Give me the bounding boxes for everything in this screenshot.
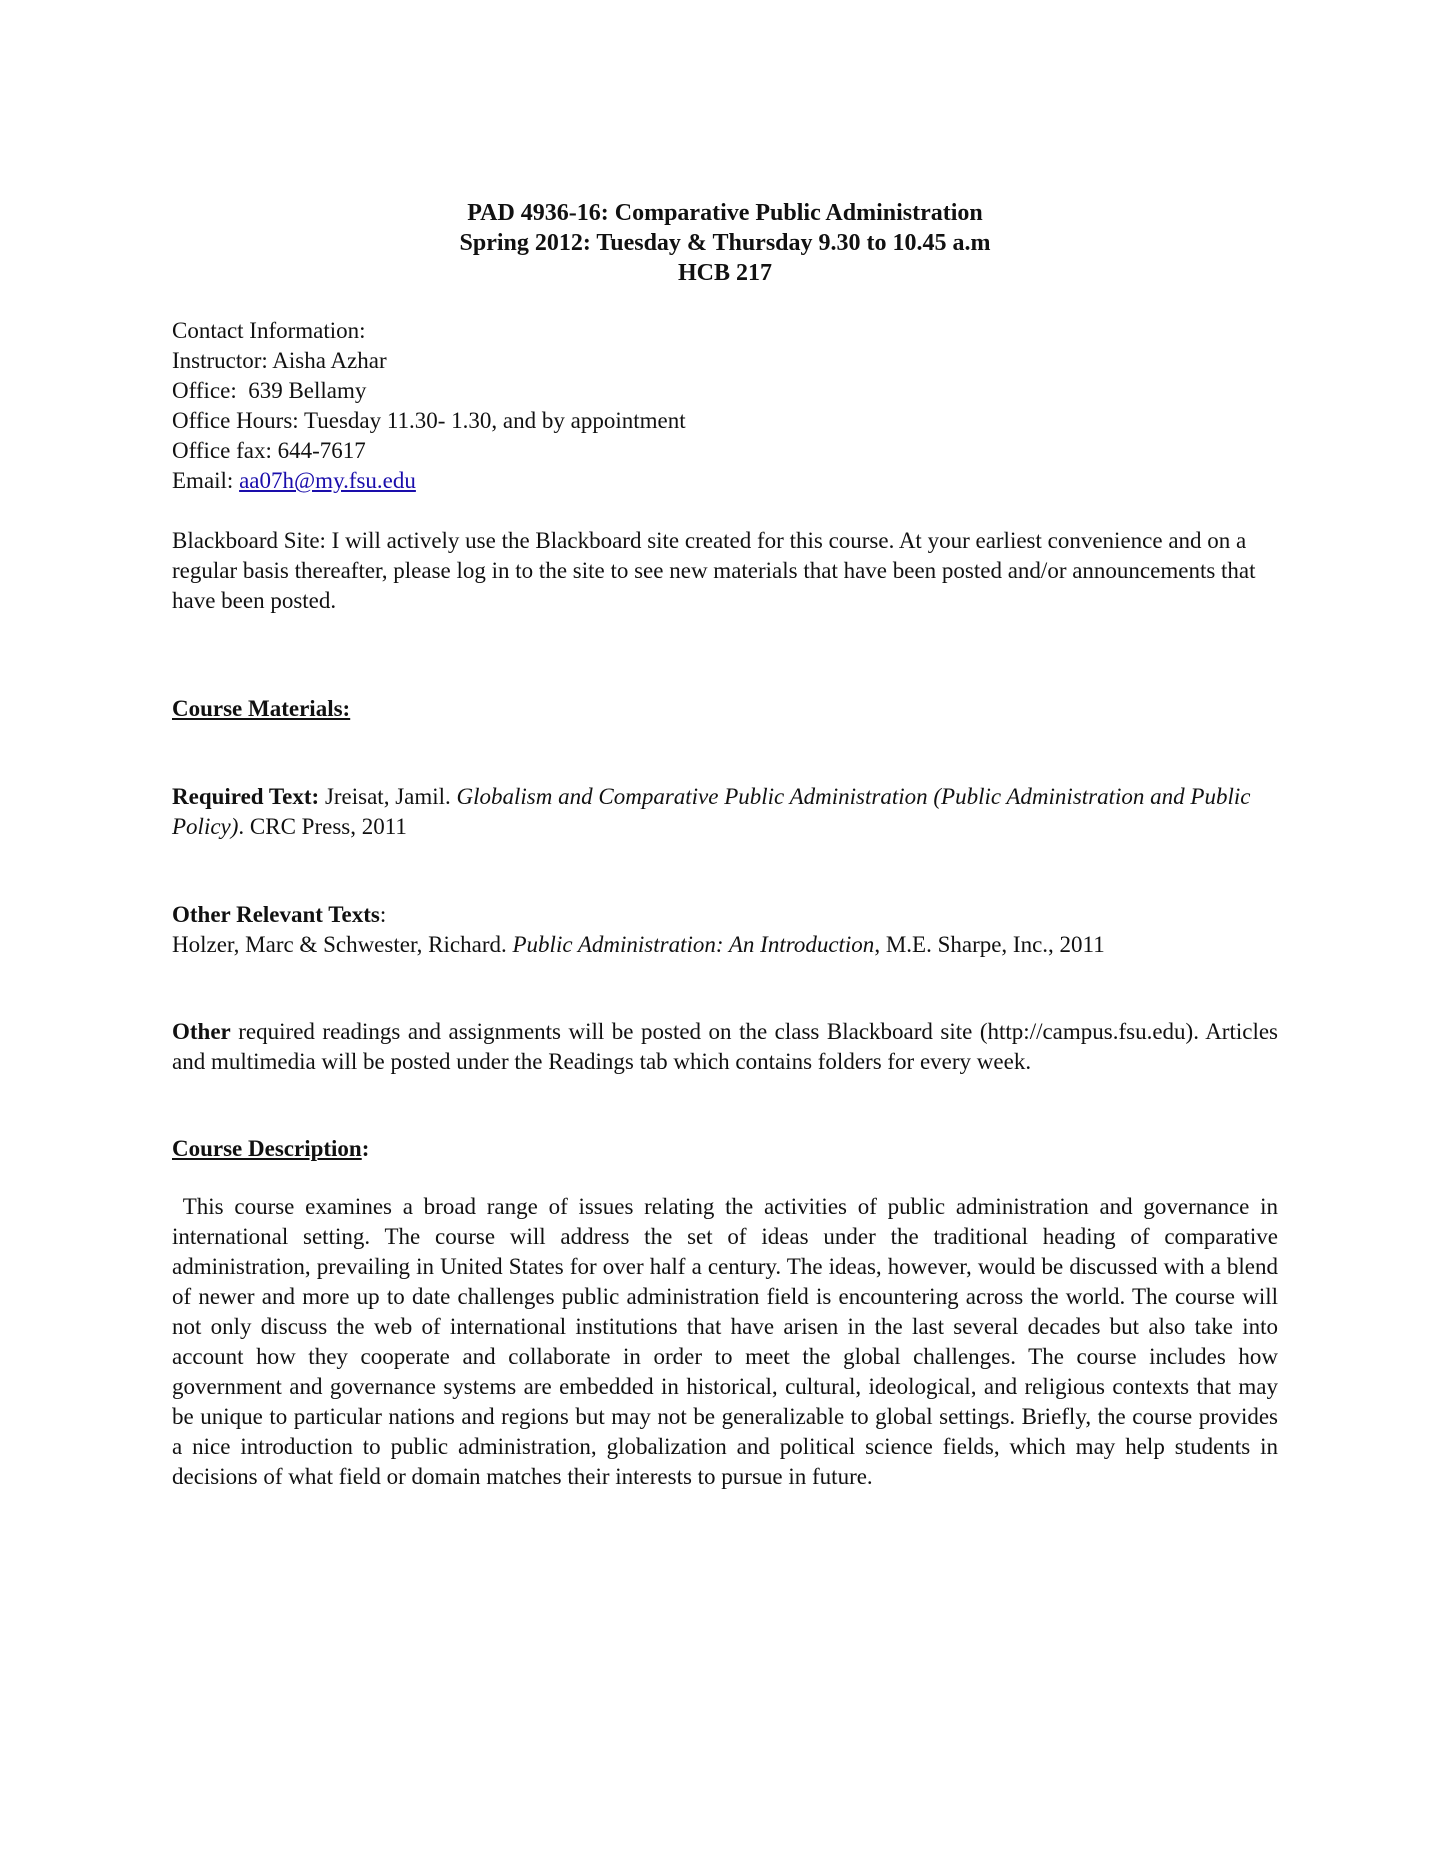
required-text-author: Jreisat, Jamil. — [319, 784, 457, 809]
required-text-publisher: . CRC Press, 2011 — [238, 814, 407, 839]
other-readings-label: Other — [172, 1019, 231, 1044]
required-text-title: Globalism and Comparative Public Administration (Public Administration and Public Policy) — [172, 784, 1251, 839]
other-text-author: Holzer, Marc & Schwester, Richard. — [172, 932, 513, 957]
other-text-publisher: , M.E. Sharpe, Inc., 2011 — [874, 932, 1105, 957]
office-hours-line: Office Hours: Tuesday 11.30- 1.30, and by appointment — [172, 408, 686, 433]
email-line — [172, 466, 1278, 496]
course-materials-heading — [172, 694, 1278, 724]
contact-info — [172, 316, 1278, 496]
course-description-paragraph: This course examines a broad range of issues relating the activities of public administration and governance in international setting. The course will address the set of ideas under the traditional heading of comparative administration, prevailing in United States for over half a century. The ideas, however, would be discussed with a blend of newer and more up to date challenges public administration field is encountering across the world. The course will not only discuss the web of international institutions that have arisen in the last several decades but also take into account how they cooperate and collaborate in order to meet the global challenges. The course includes how government and governance systems are embedded in historical, cultural, ideological, and religious contexts that may be unique to particular nations and regions but may not be generalizable to global settings. Briefly, the course provides a nice introduction to public administration, globalization and political science fields, which may help students in decisions of what field or domain matches their interests to pursue in future. — [172, 1194, 1284, 1489]
office-fax-line: Office fax: 644-7617 — [172, 438, 366, 463]
course-title: PAD 4936-16: Comparative Public Administration — [467, 200, 983, 226]
email-link[interactable]: aa07h@my.fsu.edu — [239, 468, 416, 493]
course-description-title: Course Description — [172, 1136, 362, 1161]
other-readings-text: required readings and assignments will be posted on the class Blackboard site (http://campus.fsu.edu). Articles and multimedia will be posted under the Readings tab which contains folders for every week. — [172, 1019, 1278, 1074]
other-texts-colon: : — [379, 902, 387, 927]
course-materials-title: Course Materials: — [172, 696, 351, 721]
syllabus-page — [172, 198, 1284, 1492]
course-description-colon: : — [361, 1136, 370, 1161]
email-label: Email: — [172, 468, 240, 493]
course-room: HCB 217 — [677, 260, 772, 286]
other-readings-paragraph — [172, 1017, 1278, 1077]
other-texts-block — [172, 900, 1278, 960]
contact-heading: Contact Information: — [172, 318, 366, 343]
course-schedule: Spring 2012: Tuesday & Thursday 9.30 to 10.45 a.m — [459, 230, 991, 256]
other-texts-heading — [172, 900, 1278, 930]
office-line: Office: 639 Bellamy — [172, 378, 367, 403]
other-text-title: Public Administration: An Introduction — [512, 932, 875, 957]
other-text-citation — [172, 930, 1278, 960]
blackboard-paragraph: Blackboard Site: I will actively use the Blackboard site created for this course. At your earliest convenience and on a regular basis thereafter, please log in to the site to see new materials that have been posted and/or announcements that have been posted. — [172, 528, 1256, 613]
instructor-line: Instructor: Aisha Azhar — [172, 348, 387, 373]
required-text-paragraph — [172, 782, 1278, 842]
course-description-heading — [172, 1134, 1278, 1164]
course-header — [172, 198, 1278, 288]
other-texts-label: Other Relevant Texts — [172, 902, 380, 927]
required-text-label: Required Text: — [172, 784, 320, 809]
